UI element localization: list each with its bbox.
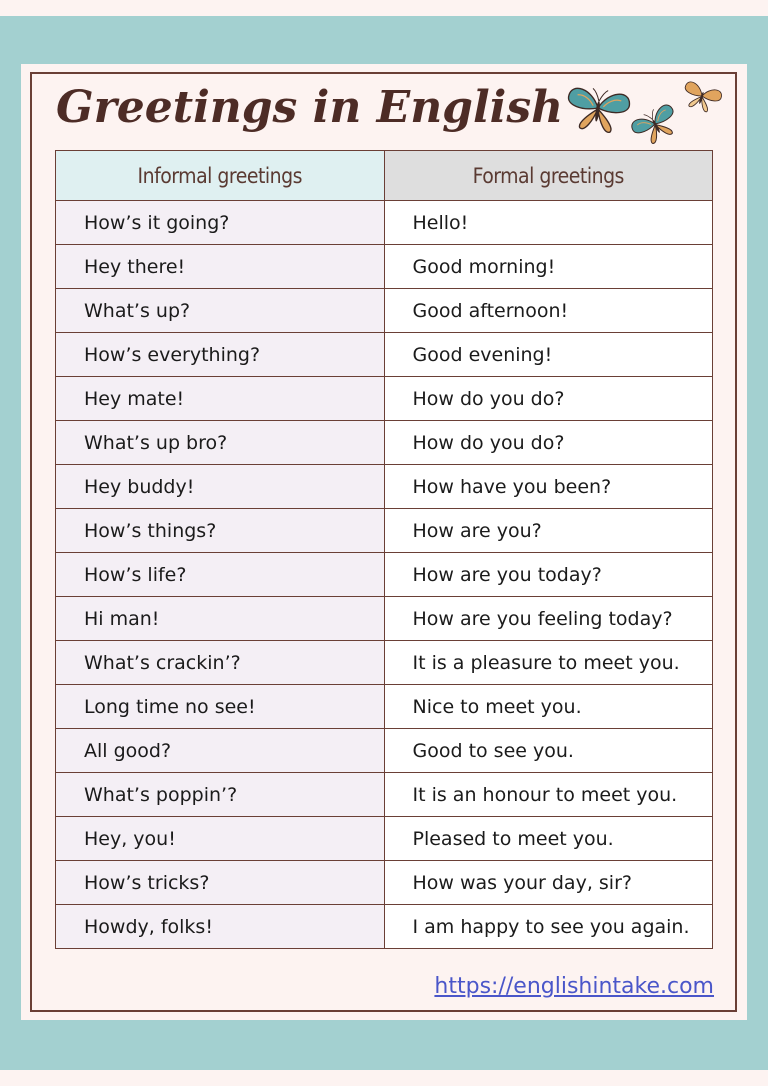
formal-greeting: How have you been? — [384, 465, 713, 509]
informal-greeting: Hey buddy! — [56, 465, 385, 509]
informal-greeting: How’s it going? — [56, 201, 385, 245]
formal-greeting: It is a pleasure to meet you. — [384, 641, 713, 685]
table-row — [56, 421, 713, 465]
informal-greeting: Hey, you! — [56, 817, 385, 861]
table-row — [56, 641, 713, 685]
formal-greeting: How was your day, sir? — [384, 861, 713, 905]
greetings-table — [55, 150, 713, 949]
butterflies-decoration — [560, 74, 730, 150]
table-row — [56, 377, 713, 421]
table-header-row — [56, 151, 713, 201]
butterfly-icon — [680, 80, 723, 115]
table-row — [56, 773, 713, 817]
table-row — [56, 289, 713, 333]
formal-greeting: How do you do? — [384, 377, 713, 421]
formal-greeting: Good afternoon! — [384, 289, 713, 333]
formal-greeting: Good morning! — [384, 245, 713, 289]
informal-greeting: Hi man! — [56, 597, 385, 641]
informal-greeting: Hey mate! — [56, 377, 385, 421]
informal-greeting: All good? — [56, 729, 385, 773]
informal-greeting: Hey there! — [56, 245, 385, 289]
formal-greeting: How are you? — [384, 509, 713, 553]
informal-greeting: Long time no see! — [56, 685, 385, 729]
header-formal-greetings: Formal greetings — [384, 151, 713, 201]
informal-greeting: How’s things? — [56, 509, 385, 553]
table-row — [56, 729, 713, 773]
informal-greeting: What’s up? — [56, 289, 385, 333]
formal-greeting: Nice to meet you. — [384, 685, 713, 729]
formal-greeting: How are you feeling today? — [384, 597, 713, 641]
table-row — [56, 201, 713, 245]
table-row — [56, 509, 713, 553]
table-row — [56, 553, 713, 597]
table-row — [56, 817, 713, 861]
informal-greeting: What’s up bro? — [56, 421, 385, 465]
informal-greeting: How’s everything? — [56, 333, 385, 377]
formal-greeting: Good to see you. — [384, 729, 713, 773]
formal-greeting: How do you do? — [384, 421, 713, 465]
page-title: Greetings in English — [56, 82, 564, 133]
formal-greeting: Hello! — [384, 201, 713, 245]
butterfly-icon — [629, 101, 683, 149]
table-row — [56, 597, 713, 641]
informal-greeting: What’s poppin’? — [56, 773, 385, 817]
table-row — [56, 861, 713, 905]
informal-greeting: What’s crackin’? — [56, 641, 385, 685]
informal-greeting: How’s life? — [56, 553, 385, 597]
table-row — [56, 685, 713, 729]
table-row — [56, 905, 713, 949]
formal-greeting: Pleased to meet you. — [384, 817, 713, 861]
table-row — [56, 333, 713, 377]
formal-greeting: How are you today? — [384, 553, 713, 597]
butterfly-icon — [564, 85, 631, 135]
website-link[interactable]: https://englishintake.com — [434, 974, 714, 999]
formal-greeting: Good evening! — [384, 333, 713, 377]
informal-greeting: How’s tricks? — [56, 861, 385, 905]
table-row — [56, 245, 713, 289]
formal-greeting: It is an honour to meet you. — [384, 773, 713, 817]
table-row — [56, 465, 713, 509]
header-informal-greetings: Informal greetings — [56, 151, 385, 201]
formal-greeting: I am happy to see you again. — [384, 905, 713, 949]
informal-greeting: Howdy, folks! — [56, 905, 385, 949]
